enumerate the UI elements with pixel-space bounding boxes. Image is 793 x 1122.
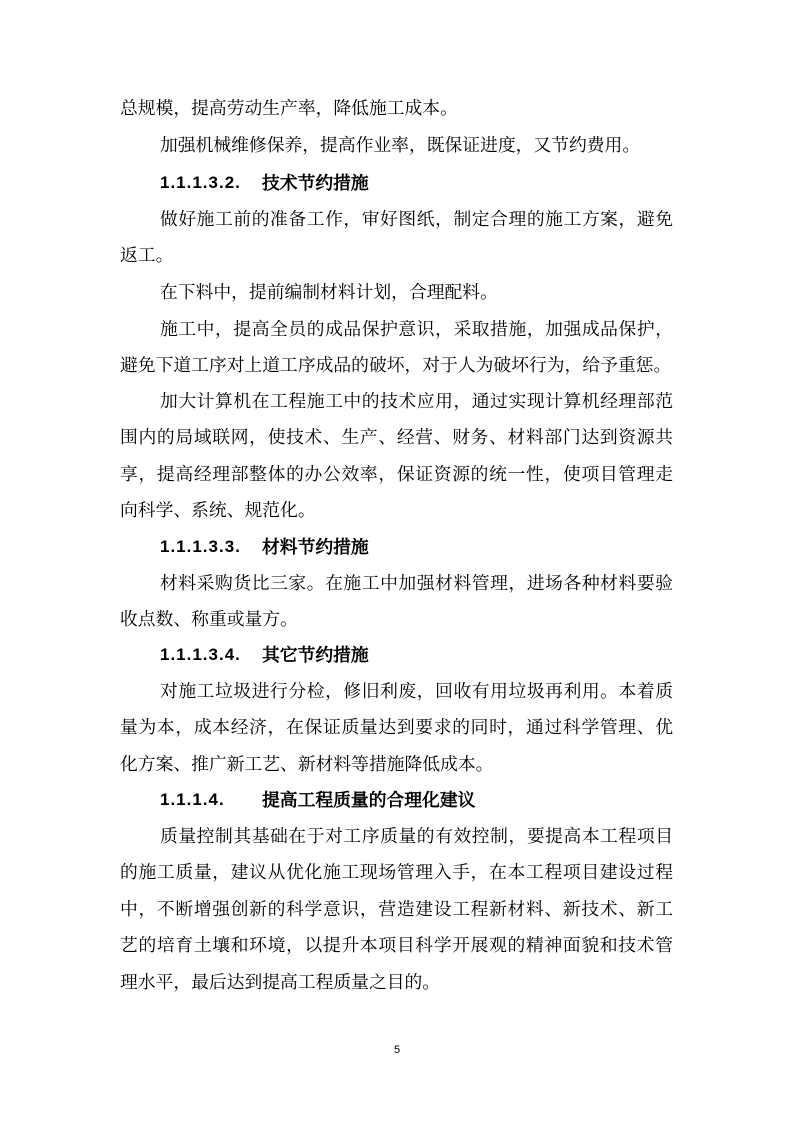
paragraph <box>120 311 673 384</box>
paragraph <box>120 818 673 1000</box>
text-line: 材料采购货比三家。在施工中加强材料管理，进场各种材料要验 <box>160 573 673 593</box>
section-heading <box>160 782 673 818</box>
section-number: 1.1.1.3.4. <box>160 645 241 664</box>
text-line: 避免下道工序对上道工序成品的破坏，对于人为破坏行为，给予重惩。 <box>120 355 672 376</box>
page-number: 5 <box>393 1044 401 1056</box>
paragraph <box>120 90 673 126</box>
text-line: 质量控制其基础在于对工序质量的有效控制，要提高本工程项目 <box>160 826 673 846</box>
section-heading <box>160 165 673 201</box>
text-line: 对施工垃圾进行分检，修旧利废，回收有用垃圾再利用。本着质 <box>160 681 673 701</box>
text-line: 围内的局域联网，使技术、生产、经营、财务、材料部门达到资源共 <box>120 427 673 448</box>
paragraph <box>120 201 673 274</box>
text-line: 返工。 <box>120 245 174 266</box>
section-number: 1.1.1.3.2. <box>160 173 241 192</box>
text-line: 施工中，提高全员的成品保护意识，采取措施，加强成品保护， <box>160 319 673 339</box>
section-number: 1.1.1.3.3. <box>160 537 241 556</box>
section-title: 其它节约措施 <box>262 645 369 665</box>
paragraph <box>120 274 673 310</box>
text-line: 总规模，提高劳动生产率，降低施工成本。 <box>120 98 458 118</box>
section-title: 技术节约措施 <box>262 173 369 193</box>
text-line: 中，不断增强创新的科学意识，营造建设工程新材料、新技术、新工 <box>120 898 673 919</box>
text-line: 化方案、推广新工艺、新材料等措施降低成本。 <box>120 753 494 774</box>
paragraph <box>120 673 673 782</box>
section-heading <box>160 529 673 565</box>
text-line: 加强机械维修保养，提高作业率，既保证进度，又节约费用。 <box>160 135 641 155</box>
text-line: 的施工质量，建议从优化施工现场管理入手，在本工程项目建设过程 <box>120 862 673 883</box>
section-number: 1.1.1.4. <box>160 790 225 809</box>
text-line: 做好施工前的准备工作，审好图纸，制定合理的施工方案，避免 <box>160 209 673 229</box>
text-line: 在下料中，提前编制材料计划，合理配料。 <box>160 282 498 302</box>
paragraph <box>120 383 673 529</box>
text-line: 理水平，最后达到提高工程质量之目的。 <box>120 971 441 992</box>
text-line: 收点数、称重或量方。 <box>120 609 298 630</box>
text-line: 享，提高经理部整体的办公效率，保证资源的统一性，使项目管理走 <box>120 463 673 484</box>
text-line: 加大计算机在工程施工中的技术应用，通过实现计算机经理部范 <box>160 391 673 411</box>
section-heading <box>160 637 673 673</box>
text-line: 艺的培育土壤和环境，以提升本项目科学开展观的精神面貌和技术管 <box>120 935 673 956</box>
section-title: 材料节约措施 <box>262 537 369 557</box>
text-line: 向科学、系统、规范化。 <box>120 500 316 521</box>
paragraph <box>120 565 673 638</box>
text-line: 量为本，成本经济，在保证质量达到要求的同时，通过科学管理、优 <box>120 717 673 738</box>
section-title: 提高工程质量的合理化建议 <box>262 790 476 810</box>
paragraph <box>120 127 673 163</box>
